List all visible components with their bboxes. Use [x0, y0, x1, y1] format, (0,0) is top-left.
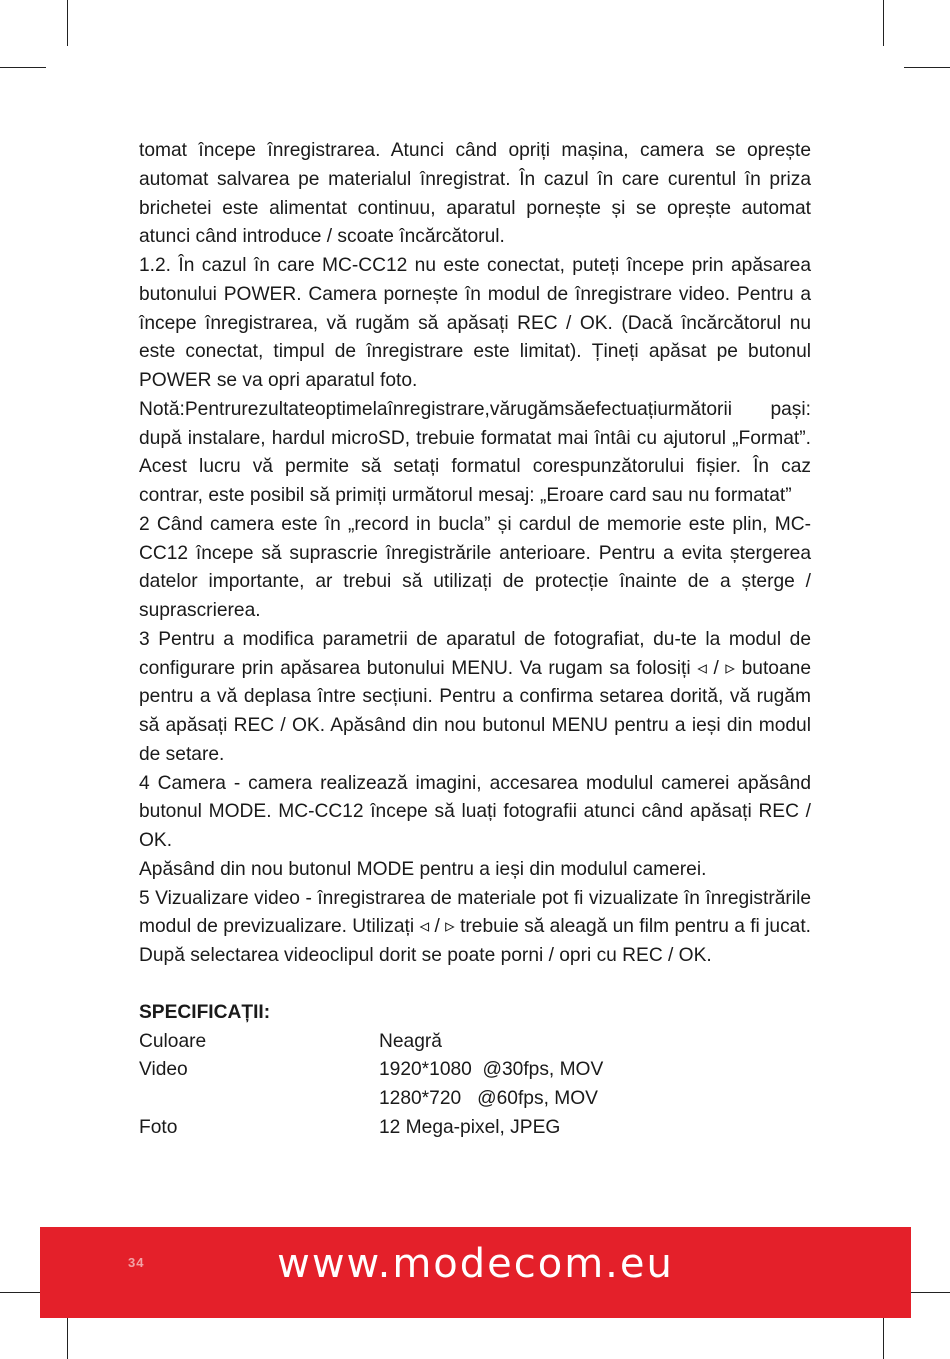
specifications-section	[139, 999, 811, 1143]
page-content	[139, 137, 811, 1143]
spec-row	[139, 1085, 811, 1114]
spec-value: 1280*720 @60fps, MOV	[379, 1088, 598, 1109]
spec-row	[139, 1028, 811, 1057]
spec-value: 1920*1080 @30fps, MOV	[379, 1059, 604, 1081]
crop-mark-top-right-horizontal	[904, 67, 950, 68]
paragraph: tomat începe înregistrarea. Atunci când opriți mașina, camera se oprește automat salvarea pe materialul înregistrat. În cazul în care curentul în priza brichetei este alimentat continuu, aparatul pornește și se oprește automat atunci când introduce / scoate încărcătorul.	[139, 140, 811, 248]
page-number: 34	[128, 1255, 145, 1270]
spec-value: Neagră	[379, 1030, 442, 1052]
crop-mark-top-left-horizontal	[0, 67, 46, 68]
spec-label: Video	[139, 1059, 188, 1081]
spec-label: Foto	[139, 1116, 178, 1138]
paragraph: 3 Pentru a modifica parametrii de aparatul de fotografiat, du-te la modul de configurare prin apăsarea butonului MENU. Va rugam sa folosiți ◃ / ▹ butoane pentru a vă deplasa între secțiuni. Pentru a confirma setarea dorită, vă rugăm să apăsați REC / OK. Apăsând din nou butonul MENU pentru a ieși din modul de setare.	[139, 628, 811, 765]
spec-label	[139, 1085, 379, 1114]
crop-mark-top-left-vertical	[67, 0, 68, 46]
paragraph: 4 Camera - camera realizează imagini, accesarea modulul camerei apăsând butonul MODE. MC-CC12 începe să luați fotografii atunci când apăsați REC / OK.	[139, 772, 811, 851]
section-spacer	[139, 971, 811, 999]
paragraph: Notă:Pentrurezultateoptimelaînregistrare,vărugămsăefectuațiurmătorii pași: după instalare, hardul microSD, trebuie formatat mai întâi cu ajutorul „Format”. Acest lucru vă permite să setați formatul corespunzătorului fișier. În caz contrar, este posibil să primiți următorul mesaj: „Eroare card sau nu formatat”	[139, 398, 811, 506]
crop-mark-top-right-vertical	[883, 0, 884, 46]
paragraph: Apăsând din nou butonul MODE pentru a ieși din modulul camerei.	[139, 858, 707, 880]
crop-mark-bottom-right-vertical	[883, 1313, 884, 1359]
spec-row	[139, 1056, 811, 1085]
paragraph: 1.2. În cazul în care MC-CC12 nu este conectat, puteți începe prin apăsarea butonului POWER. Camera pornește în modul de înregistrare video. Pentru a începe înregistrarea, vă rugăm să apăsați REC / OK. (Dacă încărcătorul nu este conectat, timpul de înregistrare este limitat). Țineți apăsat pe butonul POWER se va opri aparatul foto.	[139, 255, 811, 391]
spec-row	[139, 1114, 811, 1143]
paragraph: 2 Când camera este în „record in bucla” și cardul de memorie este plin, MC-CC12 începe să suprascrie înregistrările anterioare. Pentru a evita ștergerea datelor importante, ar trebui să utilizați de protecție înainte de a șterge / suprascrierea.	[139, 513, 811, 621]
crop-mark-bottom-left-vertical	[67, 1313, 68, 1359]
spec-value: 12 Mega-pixel, JPEG	[379, 1116, 561, 1138]
specifications-title: SPECIFICAȚII:	[139, 1001, 271, 1023]
website-url[interactable]: www.modecom.eu	[277, 1241, 674, 1287]
spec-label: Culoare	[139, 1030, 207, 1052]
footer-banner	[40, 1227, 911, 1318]
paragraph: 5 Vizualizare video - înregistrarea de materiale pot fi vizualizate în înregistrările modul de previzualizare. Utilizați ◃ / ▹ trebuie să aleagă un film pentru a fi jucat. După selectarea videoclipul dorit se poate porni / opri cu REC / OK.	[139, 887, 811, 966]
